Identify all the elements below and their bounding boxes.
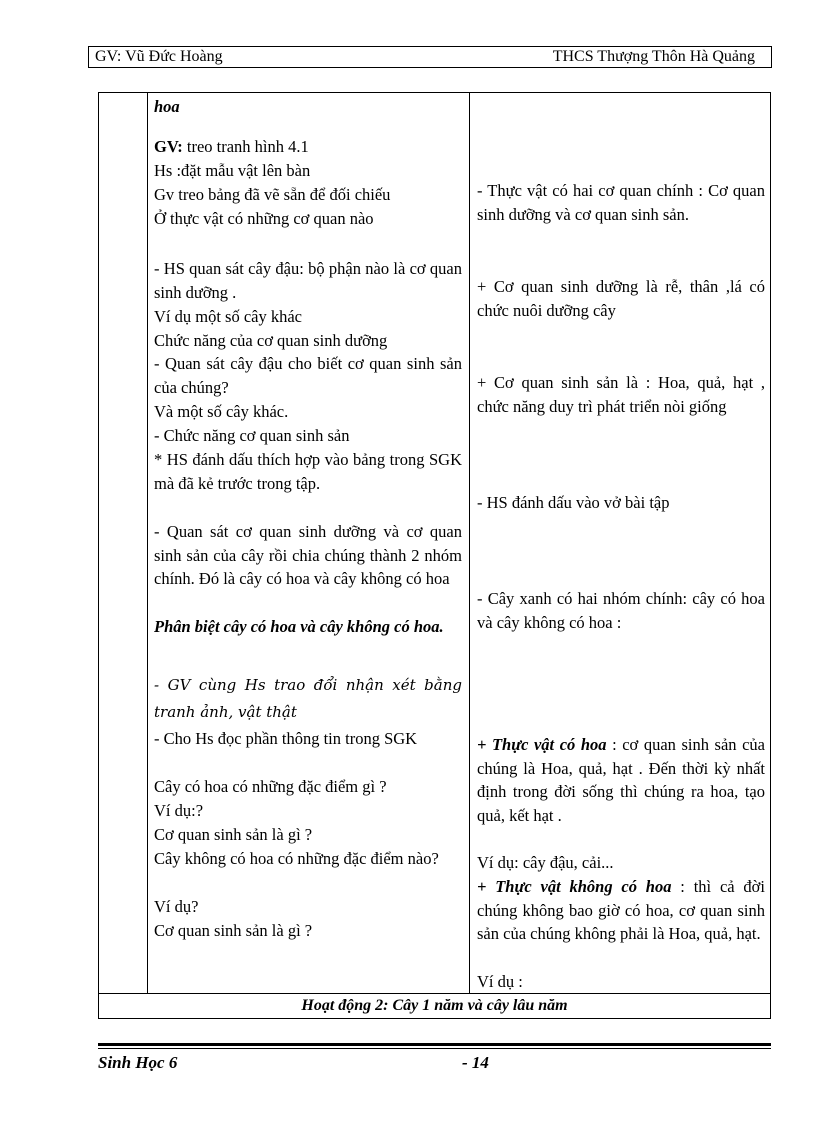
lesson-table <box>98 92 771 1019</box>
text-line: Ở thực vật có những cơ quan nào <box>154 209 374 228</box>
text-paragraph: + Cơ quan sinh dưỡng là rễ, thân ,lá có chức nuôi dưỡng cây <box>477 277 765 320</box>
text-line: Gv treo bảng đã vẽ sẵn để đối chiếu <box>154 185 391 204</box>
text-line: Ví dụ một số cây khác <box>154 307 303 326</box>
text-paragraph: + Thực vật có hoa : cơ quan sinh sản của chúng là Hoa, quả, hạt . Đến thời kỳ nhất định trong đời sống thì chúng ra hoa, tạo quả, kết hạt . <box>477 735 766 825</box>
text-line: Cơ quan sinh sản là gì ? <box>154 921 313 940</box>
text-line: Ví dụ : <box>477 972 523 991</box>
text-line: Hs :đặt mẫu vật lên bàn <box>154 161 311 180</box>
table-column-time <box>99 93 148 993</box>
text-paragraph: + Thực vật không có hoa : thì cả đời chúng không bao giờ có hoa, cơ quan sinh sản của chúng không phải là Hoa, quả, hạt. <box>477 877 765 943</box>
text-paragraph: - Thực vật có hai cơ quan chính : Cơ quan sinh dưỡng và cơ quan sinh sản. <box>477 181 765 224</box>
table-column-student-activities <box>471 93 770 993</box>
page-header <box>88 46 772 68</box>
text-line: GV: treo tranh hình 4.1 <box>154 137 309 156</box>
text-line: Chức năng của cơ quan sinh dưỡng <box>154 331 388 350</box>
text-paragraph: - Cho Hs đọc phần thông tin trong SGK <box>154 729 418 748</box>
footer-rule-thick <box>98 1043 771 1046</box>
text-line: - Chức năng cơ quan sinh sản <box>154 426 350 445</box>
text-paragraph: - Cây xanh có hai nhóm chính: cây có hoa và cây không có hoa : <box>477 589 765 632</box>
text-line: Ví dụ: cây đậu, cải... <box>477 853 614 872</box>
teacher-name: GV: Vũ Đức Hoàng <box>95 48 223 65</box>
text-paragraph: * HS đánh dấu thích hợp vào bảng trong SGK mà đã kẻ trước trong tập. <box>154 450 462 493</box>
footer-subject: Sinh Học 6 <box>98 1053 178 1072</box>
text-paragraph: + Cơ quan sinh sản là : Hoa, quả, hạt , chức năng duy trì phát triển nòi giống <box>477 373 765 416</box>
school-name: THCS Thượng Thôn Hà Quảng <box>552 48 755 65</box>
text-line: Ví dụ:? <box>154 801 204 820</box>
table-column-teacher-activities <box>148 93 470 993</box>
section-heading-row: Hoạt động 2: Cây 1 năm và cây lâu năm <box>99 993 770 1019</box>
text-paragraph: - Quan sát cơ quan sinh dưỡng và cơ quan sinh sản của cây rồi chia chúng thành 2 nhóm chính. Đó là cây có hoa và cây không có hoa <box>154 522 462 588</box>
text-line: Ví dụ? <box>154 897 199 916</box>
text-line: Cơ quan sinh sản là gì ? <box>154 825 313 844</box>
text-line: - HS đánh dấu vào vở bài tập <box>477 493 670 512</box>
page-number: - 14 <box>462 1053 489 1072</box>
text-paragraph: Cây không có hoa có những đặc điểm nào? <box>154 849 439 868</box>
text-line: hoa <box>154 97 180 116</box>
text-paragraph: - GV cùng Hs trao đổi nhận xét bằng tranh ảnh, vật thật <box>154 676 462 721</box>
text-paragraph: Phân biệt cây có hoa và cây không có hoa. <box>154 617 444 636</box>
text-paragraph: - HS quan sát cây đậu: bộ phận nào là cơ quan sinh dưỡng . <box>154 259 462 302</box>
footer-rule-thin <box>98 1048 771 1049</box>
text-paragraph: - Quan sát cây đậu cho biết cơ quan sinh sản của chúng? <box>154 354 462 397</box>
text-line: Cây có hoa có những đặc điểm gì ? <box>154 777 387 796</box>
text-line: Và một số cây khác. <box>154 402 289 421</box>
